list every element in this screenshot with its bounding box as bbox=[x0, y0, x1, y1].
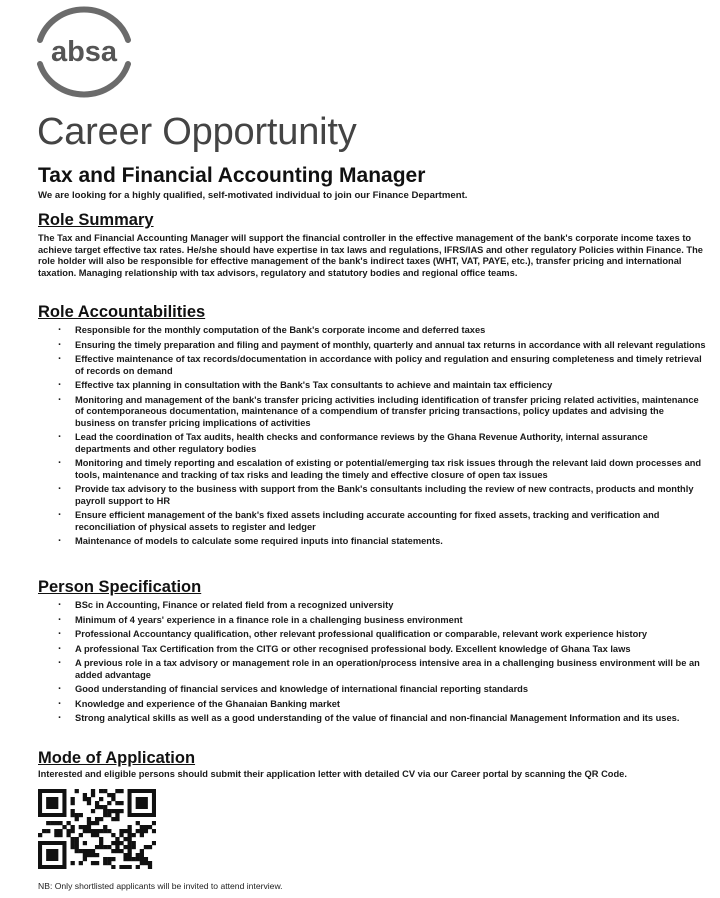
qr-code-icon[interactable] bbox=[38, 789, 156, 869]
list-item: · Strong analytical skills as well as a good understanding of the value of financial and non-financial Management Information and its uses. bbox=[58, 713, 706, 725]
footer-note: NB: Only shortlisted applicants will be invited to attend interview. bbox=[38, 881, 283, 891]
list-item: · Effective maintenance of tax records/documentation in accordance with policy and regulation and ensuring completeness and timely retrieval of records on demand bbox=[58, 354, 706, 377]
mode-of-application-text: Interested and eligible persons should submit their application letter with detailed CV via our Career portal by scanning the QR Code. bbox=[38, 769, 627, 779]
absa-logo-mark bbox=[32, 6, 136, 98]
mode-of-application-heading: Mode of Application bbox=[38, 749, 196, 767]
list-item: · A professional Tax Certification from the CITG or other recognised professional body. Excellent knowledge of Ghana Tax laws bbox=[58, 644, 706, 656]
list-item: · Good understanding of financial services and knowledge of international financial reporting standards bbox=[58, 684, 706, 696]
list-item: · A previous role in a tax advisory or management role in an operation/process intensive area in a challenging business environment will be an added advantage bbox=[58, 658, 706, 681]
list-item: · BSc in Accounting, Finance or related field from a recognized university bbox=[58, 600, 706, 612]
logo-text: absa bbox=[50, 36, 118, 68]
qr-code-graphic bbox=[38, 789, 156, 869]
intro-text: We are looking for a highly qualified, self-motivated individual to join our Finance Department. bbox=[38, 190, 468, 201]
list-item: · Minimum of 4 years' experience in a finance role in a challenging business environment bbox=[58, 615, 706, 627]
role-summary-heading: Role Summary bbox=[38, 211, 154, 229]
list-item: · Professional Accountancy qualification, other relevant professional qualification or comparable, relevant work experience history bbox=[58, 629, 706, 641]
absa-logo bbox=[32, 6, 136, 98]
list-item: · Knowledge and experience of the Ghanaian Banking market bbox=[58, 699, 706, 711]
role-summary-text: The Tax and Financial Accounting Manager will support the financial controller in the effective management of the bank's corporate income taxes to achieve target effective tax rates. He/she should have expertise in tax laws and regulations, IFRS/IAS and other regulatory Policies within Finance. The role holder will also be responsible for effective management of the bank's indirect taxes (WHT, VAT, PAYE, etc.), transfer pricing and international taxation. Managing relationship with tax advisors, regulatory and statutory bodies and regional office teams. bbox=[38, 233, 703, 278]
job-title: Tax and Financial Accounting Manager bbox=[38, 164, 426, 187]
person-specification-heading: Person Specification bbox=[38, 578, 202, 596]
role-accountabilities-heading: Role Accountabilities bbox=[38, 303, 206, 321]
list-item: · Lead the coordination of Tax audits, health checks and conformance reviews by the Ghana Revenue Authority, internal assurance departments and other regulatory bodies bbox=[58, 432, 706, 455]
role-accountabilities-list bbox=[58, 325, 706, 551]
person-specification-list bbox=[58, 600, 706, 728]
list-item: · Ensuring the timely preparation and filing and payment of monthly, quarterly and annual tax returns in accordance with all relevant regulations bbox=[58, 340, 706, 352]
list-item: · Monitoring and management of the bank's transfer pricing activities including identification of transfer pricing related activities, maintenance of contemporaneous documentation, maintenance of a compendium of transfer pricing transactions, policy updates and advising the business on transfer pricing implications of activities bbox=[58, 395, 706, 430]
career-title: Career Opportunity bbox=[37, 111, 357, 153]
list-item: · Responsible for the monthly computation of the Bank's corporate income and deferred taxes bbox=[58, 325, 706, 337]
list-item: · Monitoring and timely reporting and escalation of existing or potential/emerging tax risk issues through the relevant laid down processes and tools, maintenance and tracking of tax risks and leading the timely and effective closure of open tax issues bbox=[58, 458, 706, 481]
list-item: · Ensure efficient management of the bank's fixed assets including accurate accounting for fixed assets, tracking and verification and reconciliation of physical assets to register and ledger bbox=[58, 510, 706, 533]
list-item: · Effective tax planning in consultation with the Bank's Tax consultants to achieve and maintain tax efficiency bbox=[58, 380, 706, 392]
list-item: · Maintenance of models to calculate some required inputs into financial statements. bbox=[58, 536, 706, 548]
list-item: · Provide tax advisory to the business with support from the Bank's consultants including the review of new contracts, products and monthly payroll support to HR bbox=[58, 484, 706, 507]
